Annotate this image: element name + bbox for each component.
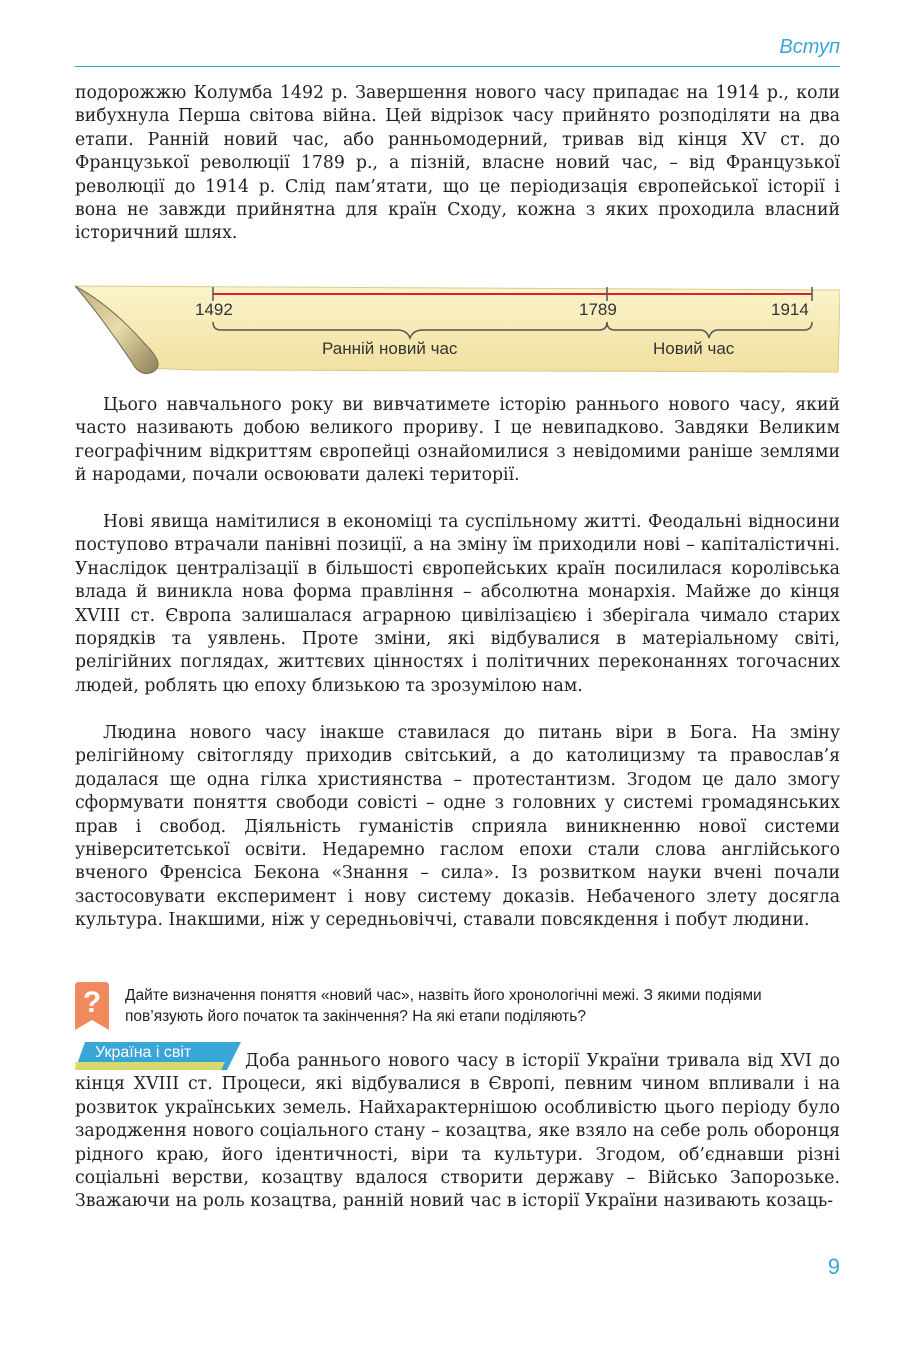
ukraine-world-tag-label: Україна і світ (95, 1044, 192, 1061)
body-paragraph-3: Людина нового часу інакше ставилася до питань віри в Бога. На зміну релігійному світогляду приходив світський, а до католицизму та православ’я додалася ще одна гілка християнства – протестантизм. Згодом це дало змогу сформувати поняття свободи совісті – одне з головних у системі громадянських прав і свобод. Діяльність гуманістів сприяла виникненню нової системи університетської освіти. Недаремно гаслом епохи стали слова англійського вченого Френсіса Бекона «Знання – сила». Із розвитком науки вчені почали застосовувати експеримент і нову систему доказів. Небаченого злету досягла культура. Інакшими, ніж у середньовіччі, ставали повсякдення і побут людини. (75, 723, 840, 931)
intro-paragraph: подорожжю Колумба 1492 р. Завершення нового часу припадає на 1914 р., коли вибухнула Перша світова війна. Цей відрізок часу прийнято розподіляти на два етапи. Ранній новий час, або ранньомодерний, тривав від кінця XV ст. до Французької революції 1789 р., а пізній, власне новий час, – від Французької революції до 1914 р. Слід пам’ятати, що це періодизація європейської історії і вона не завжди прийнятна для країн Сходу, кожна з яких проходила власний історичний шлях. (75, 83, 840, 244)
question-text: Дайте визначення поняття «новий час», назвіть його хронологічні межі. З якими подіями пов’язують його початок та закінчення? На які етапи поділяють? (125, 987, 762, 1025)
timeline-early-label: Ранній новий час (322, 339, 458, 358)
timeline-mid-year: 1789 (579, 300, 617, 319)
question-mark-icon (75, 982, 109, 1030)
page-header (75, 36, 840, 67)
body-paragraph-2: Нові явища намітилися в економіці та суспільному житті. Феодальні відносини поступово втрачали панівні позиції, а на зміну їм приходили нові – капіталістичні. Унаслідок централізації в більшості європейських країн посилилася королівська влада й виникла нова форма правління – абсолютна монархія. Майже до кінця XVIII ст. Європа залишалася аграрною цивілізацією і зберігала чимало старих порядків та уявлень. Проте зміни, які відбувалися в матеріальному світі, релігійних поглядах, життєвих цінностях і політичних переконаннях тогочасних людей, роблять цю епоху близькою та зрозумілою нам. (75, 512, 840, 696)
timeline-scroll (75, 282, 840, 378)
section-title: Вступ (779, 36, 840, 58)
svg-text:?: ? (82, 986, 102, 1019)
body-paragraph-1: Цього навчального року ви вивчатимете історію раннього нового часу, який часто називають добою великого прориву. І це невипадково. Завдяки Великим географічним відкриттям європейці ознайомилися з невідомими раніше землями й народами, почали освоювати далекі території. (75, 395, 840, 486)
scroll-paper (75, 286, 840, 372)
timeline-end-year: 1914 (771, 300, 809, 319)
timeline-start-year: 1492 (195, 300, 233, 319)
timeline-graphic (75, 282, 840, 378)
page-number: 9 (827, 1254, 840, 1279)
ukraine-paragraph: Доба раннього нового часу в історії України тривала від XVI до кінця XVIII ст. Процеси, які відбувалися в Європі, певним чином впливали і на розвиток українських земель. Найхарактернішою особливістю цього періоду було зародження нового соціального стану – козацтва, яке взяло на себе роль оборонця рідного краю, його ідентичності, віри та культури. Згодом, об’єднавши різні соціальні верстви, козацтву вдалося створити державу – Військо Запорозьке. Зважаючи на роль козацтва, ранній новий час в історії України називають козаць- (75, 1051, 840, 1212)
timeline-late-label: Новий час (653, 339, 735, 358)
